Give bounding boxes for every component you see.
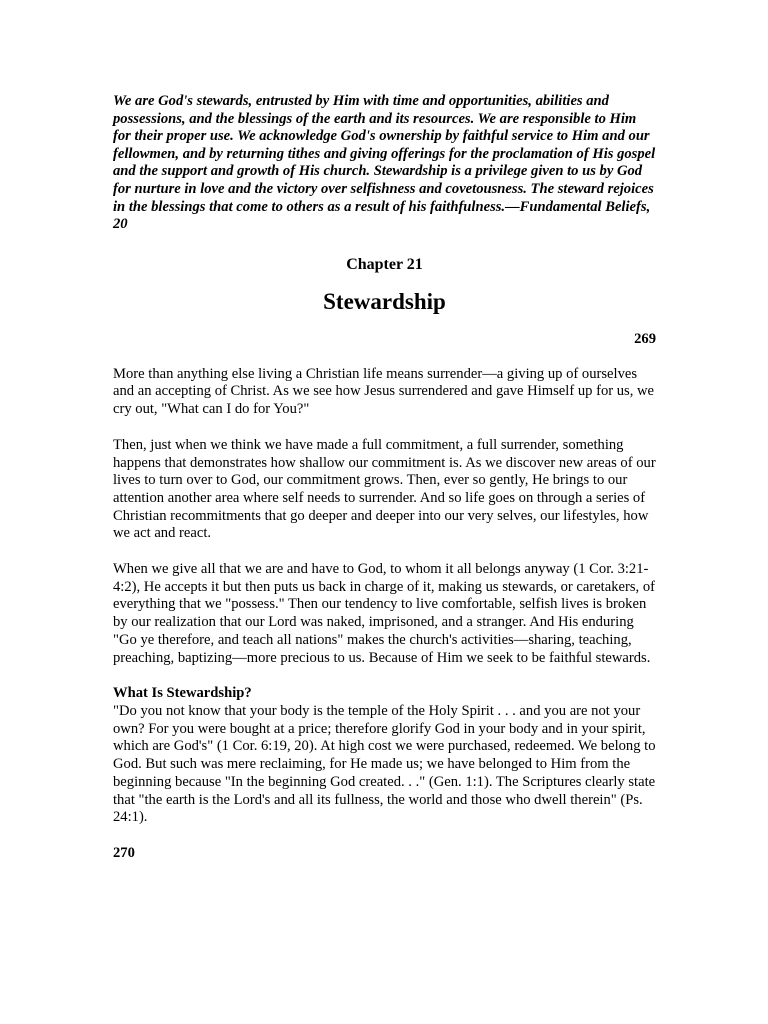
page-number-bottom: 270 xyxy=(113,844,135,861)
epigraph-quote: We are God's stewards, entrusted by Him with time and opportunities, abilities and possessions, and the blessings of the earth and its resources. We are responsible to Him for their proper use. We acknowledge God's ownership by faithful service to Him and our fellowmen, and by returning tithes and giving offerings for the proclamation of His gospel and the support and growth of His church. Stewardship is a privilege given to us by God for nurture in love and the victory over selfishness and covetousness. The steward rejoices in the blessings that come to others as a result of his faithfulness.—Fundamental Beliefs, 20 xyxy=(113,93,656,233)
paragraph-1: More than anything else living a Christian life means surrender—a giving up of ourselves and an accepting of Christ. As we see how Jesus surrendered and gave Himself up for us, we cry out, "What can I do for You?" xyxy=(113,365,655,418)
page-number-top: 269 xyxy=(634,330,656,347)
paragraph-2: Then, just when we think we have made a full commitment, a full surrender, something happens that demonstrates how shallow our commitment is. As we discover new areas of our lives to turn over to God, our commitment grows. Then, ever so gently, He brings to our attention another area where self needs to surrender. And so life goes on through a series of Christian recommitments that go deeper and deeper into our very selves, our lifestyles, how we act and react. xyxy=(113,436,656,542)
chapter-label: Chapter 21 xyxy=(346,255,423,273)
section-paragraph: "Do you not know that your body is the temple of the Holy Spirit . . . and you are not your own? For you were bought at a price; therefore glorify God in your body and in your spirit, which are God's" (1 Cor. 6:19, 20). At high cost we were purchased, redeemed. We belong to God. But such was mere reclaiming, for He made us; we have belonged to Him from the beginning because "In the beginning God created. . ." (Gen. 1:1). The Scriptures clearly state that "the earth is the Lord's and all its fullness, the world and those who dwell therein" (Ps. 24:1). xyxy=(113,703,656,826)
paragraph-3: When we give all that we are and have to God, to whom it all belongs anyway (1 Cor. 3:21-4:2), He accepts it but then puts us back in charge of it, making us stewards, or caretakers, of everything that we "possess." Then our tendency to live comfortable, selfish lives is broken by our realization that our Lord was naked, imprisoned, and a stranger. And His enduring "Go ye therefore, and teach all nations" makes the church's activities—sharing, teaching, preaching, baptizing—more precious to us. Because of Him we seek to be faithful stewards. xyxy=(113,561,655,666)
document-page xyxy=(113,93,656,862)
section-heading: What Is Stewardship? xyxy=(113,685,252,702)
chapter-title: Stewardship xyxy=(323,288,446,314)
